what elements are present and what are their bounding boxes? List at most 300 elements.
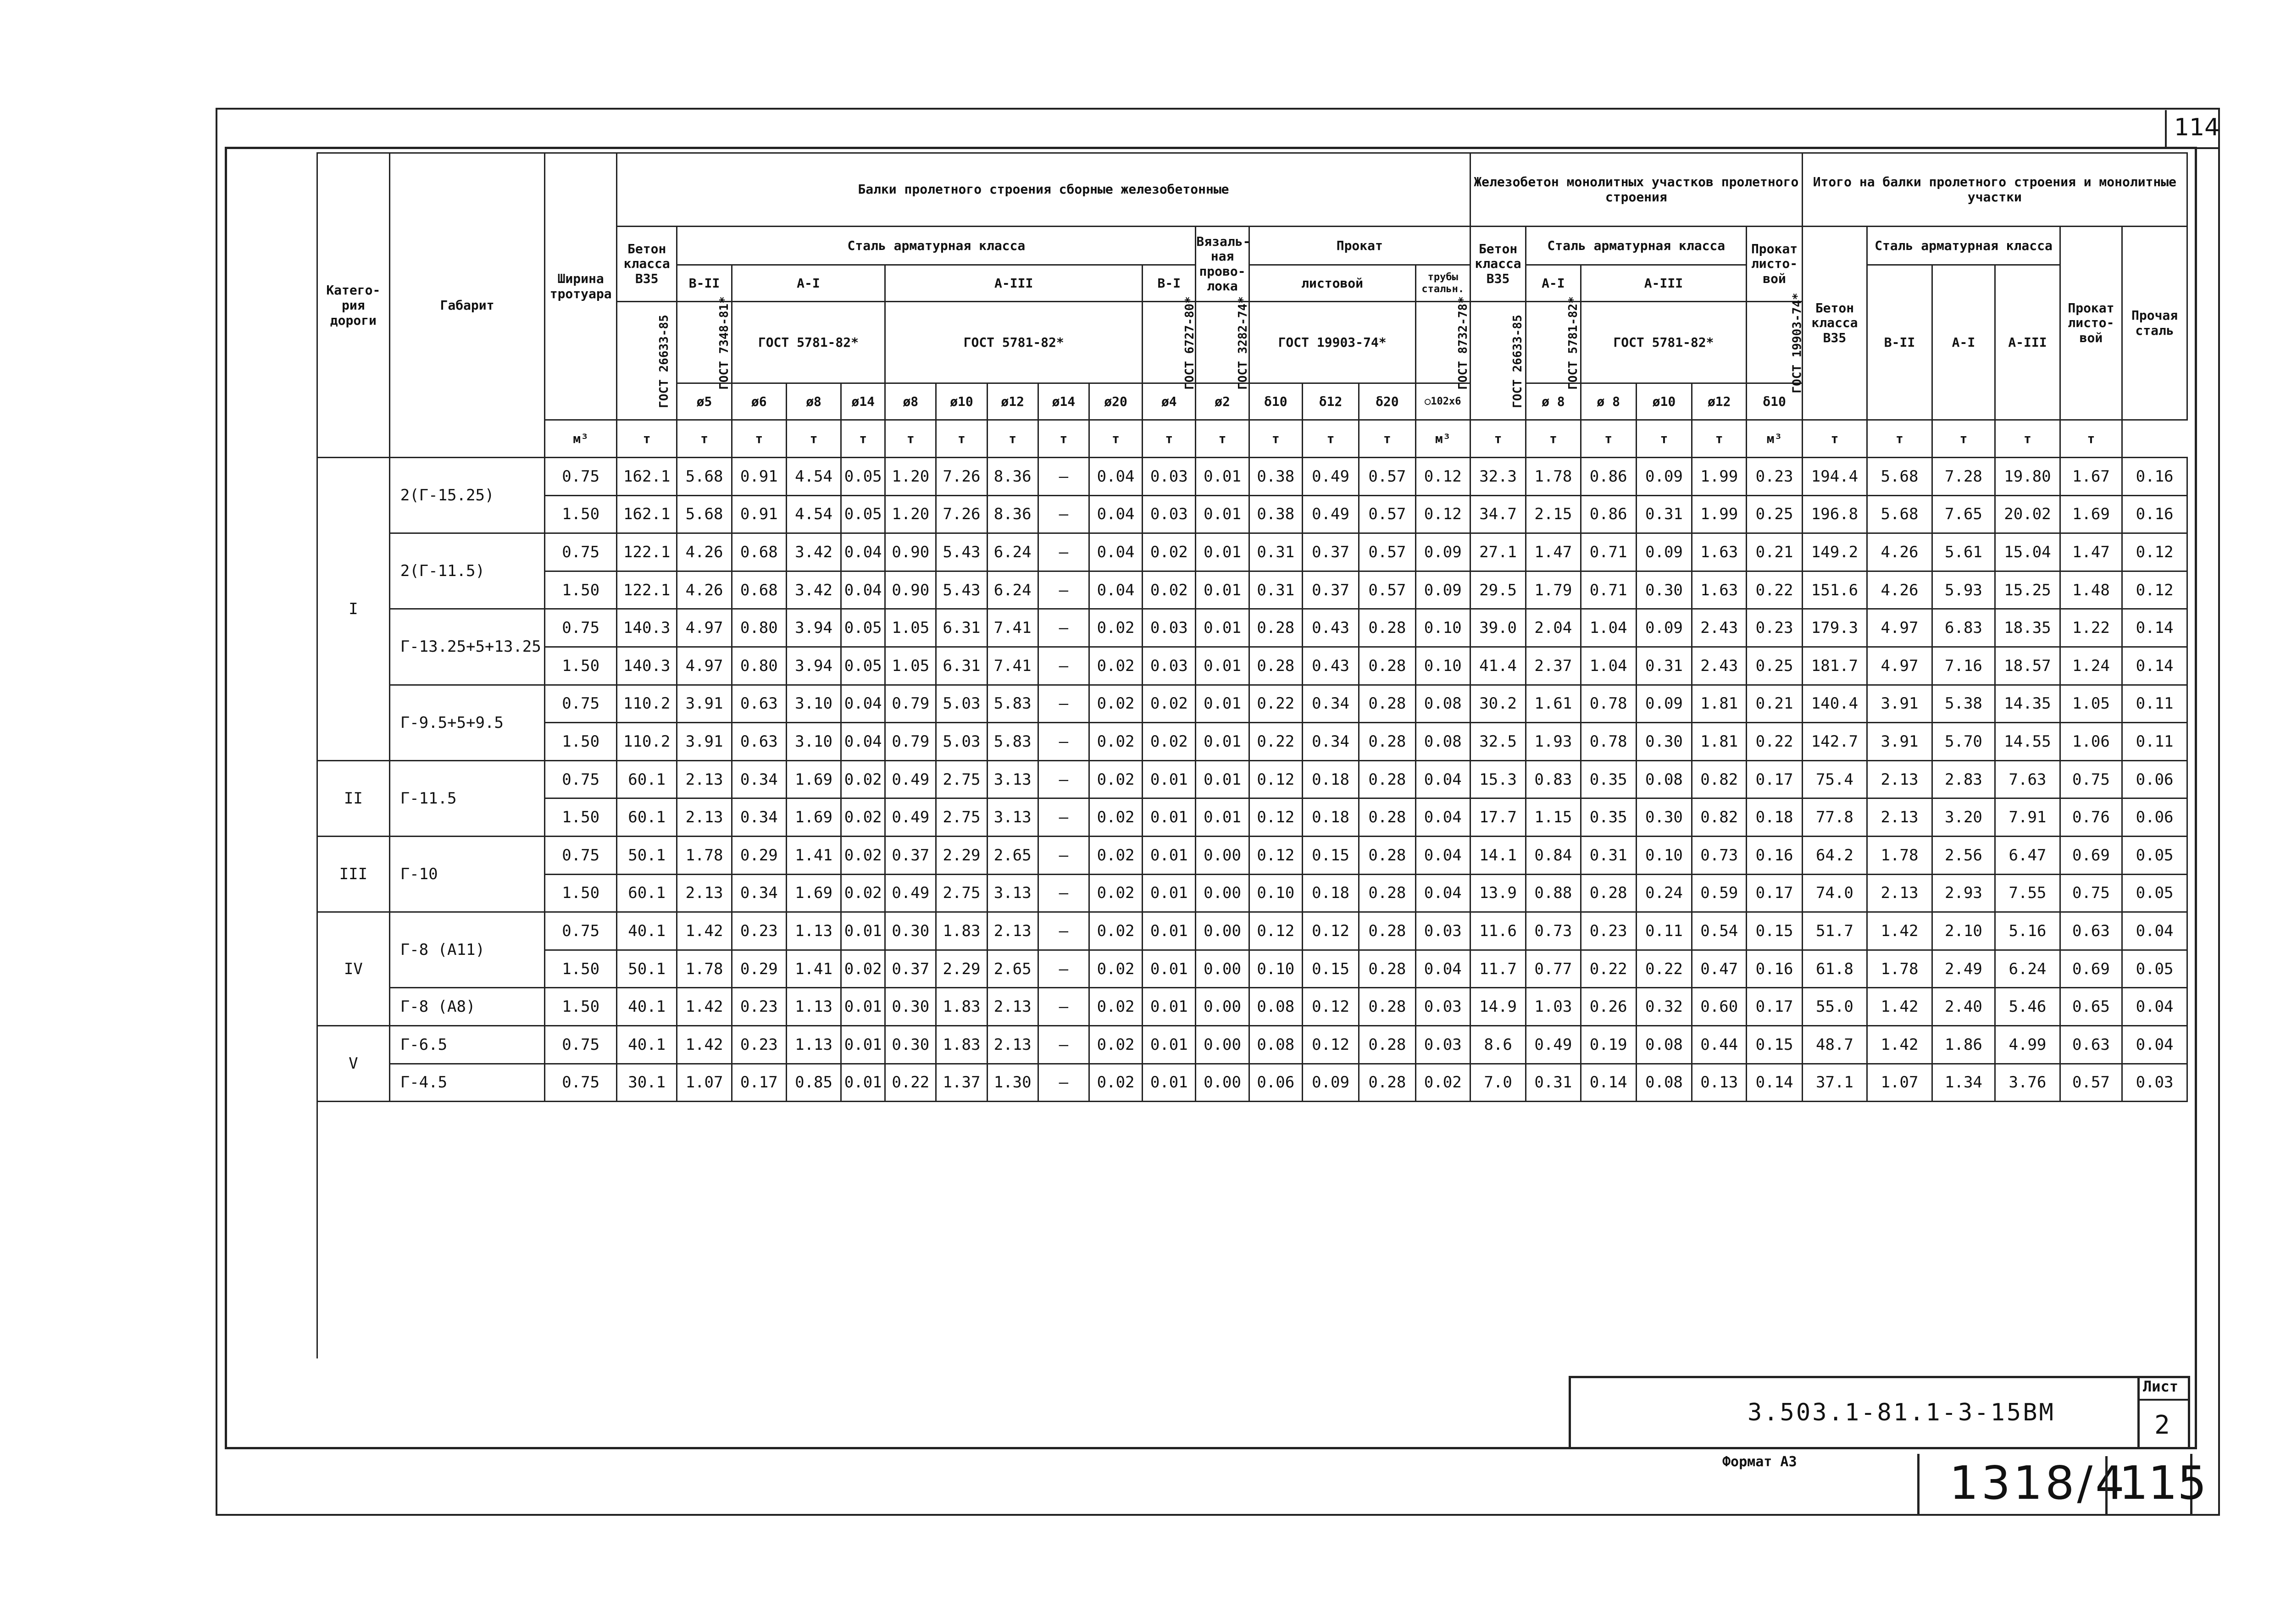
value-cell: 0.31	[1249, 533, 1302, 571]
sidewalk-cell: 0.75	[545, 1025, 617, 1064]
value-cell: 0.04	[1415, 760, 1470, 798]
value-cell: 0.79	[885, 723, 936, 761]
value-cell: 1.61	[1526, 685, 1581, 723]
unit-cell: т	[786, 420, 841, 458]
value-cell: 1.04	[1581, 609, 1636, 647]
value-cell: 0.82	[1692, 798, 1747, 837]
value-cell: 0.75	[2060, 760, 2122, 798]
value-cell: 0.57	[1359, 533, 1415, 571]
value-cell: 0.32	[1636, 988, 1692, 1026]
value-cell: 5.68	[677, 458, 732, 496]
value-cell: 6.24	[1995, 950, 2060, 988]
value-cell: 0.14	[2122, 609, 2187, 647]
value-cell: 4.26	[677, 571, 732, 609]
value-cell: 0.05	[841, 495, 885, 533]
value-cell: 0.01	[1143, 874, 1196, 912]
value-cell: 39.0	[1470, 609, 1526, 647]
value-cell: 5.68	[677, 495, 732, 533]
value-cell: 0.38	[1249, 495, 1302, 533]
header-gost-19903-2: ГОСТ 19903-74*	[1747, 302, 1802, 383]
header-gost-5781-a1: ГОСТ 5781-82*	[732, 302, 885, 383]
value-cell: 0.37	[1302, 571, 1359, 609]
value-cell: 1.79	[1526, 571, 1581, 609]
header-gost-5781-a3-2: ГОСТ 5781-82*	[1581, 302, 1747, 383]
value-cell: 1.78	[1526, 458, 1581, 496]
value-cell: 0.08	[1249, 1025, 1302, 1064]
value-cell: –	[1038, 458, 1089, 496]
value-cell: 0.02	[841, 950, 885, 988]
value-cell: 0.02	[1143, 723, 1196, 761]
unit-cell: т	[1802, 420, 1867, 458]
value-cell: 0.06	[2122, 760, 2187, 798]
unit-cell: т	[936, 420, 987, 458]
value-cell: 0.01	[1143, 1064, 1196, 1102]
value-cell: 0.22	[1249, 723, 1302, 761]
value-cell: 0.57	[2060, 1064, 2122, 1102]
value-cell: 6.83	[1932, 609, 1995, 647]
value-cell: 0.00	[1196, 836, 1249, 874]
value-cell: 40.1	[616, 1025, 677, 1064]
value-cell: 0.01	[1143, 912, 1196, 950]
diam-cell: ø10	[1636, 383, 1692, 420]
value-cell: 1.34	[1932, 1064, 1995, 1102]
unit-cell: т	[1636, 420, 1692, 458]
value-cell: 0.01	[1196, 495, 1249, 533]
value-cell: 0.80	[732, 647, 786, 685]
value-cell: 0.02	[1089, 760, 1142, 798]
value-cell: 41.4	[1470, 647, 1526, 685]
value-cell: 4.97	[1867, 647, 1932, 685]
value-cell: 0.01	[1196, 685, 1249, 723]
value-cell: 0.28	[1359, 912, 1415, 950]
value-cell: 0.30	[1636, 571, 1692, 609]
value-cell: 15.04	[1995, 533, 2060, 571]
value-cell: 0.24	[1636, 874, 1692, 912]
value-cell: 32.3	[1470, 458, 1526, 496]
value-cell: 5.70	[1932, 723, 1995, 761]
value-cell: 0.30	[885, 988, 936, 1026]
value-cell: 2.13	[677, 874, 732, 912]
value-cell: 0.28	[1359, 609, 1415, 647]
value-cell: 4.97	[677, 647, 732, 685]
value-cell: 0.10	[1249, 874, 1302, 912]
value-cell: 1.42	[1867, 1025, 1932, 1064]
value-cell: 2.43	[1692, 647, 1747, 685]
sidewalk-cell: 1.50	[545, 988, 617, 1026]
value-cell: 0.02	[1089, 723, 1142, 761]
value-cell: 0.29	[732, 836, 786, 874]
value-cell: 2.13	[677, 760, 732, 798]
header-gost-19903: ГОСТ 19903-74*	[1249, 302, 1415, 383]
unit-cell: т	[2060, 420, 2122, 458]
value-cell: 3.94	[786, 647, 841, 685]
unit-cell: т	[1249, 420, 1302, 458]
header-a3-3: А-III	[1995, 265, 2060, 420]
value-cell: 3.13	[987, 874, 1038, 912]
value-cell: 0.01	[841, 1025, 885, 1064]
value-cell: 4.54	[786, 495, 841, 533]
value-cell: 0.23	[1747, 609, 1802, 647]
header-b2-3: В-II	[1867, 265, 1932, 420]
value-cell: –	[1038, 571, 1089, 609]
value-cell: 0.31	[1636, 647, 1692, 685]
value-cell: 2.65	[987, 950, 1038, 988]
value-cell: 0.78	[1581, 723, 1636, 761]
value-cell: 0.02	[1089, 798, 1142, 837]
value-cell: 19.80	[1995, 458, 2060, 496]
value-cell: 1.78	[1867, 836, 1932, 874]
value-cell: 0.02	[1089, 1064, 1142, 1102]
diam-cell: ø4	[1143, 383, 1196, 420]
value-cell: 0.54	[1692, 912, 1747, 950]
value-cell: 14.1	[1470, 836, 1526, 874]
value-cell: 0.35	[1581, 760, 1636, 798]
value-cell: 0.37	[1302, 533, 1359, 571]
value-cell: 0.08	[1636, 1064, 1692, 1102]
value-cell: 0.86	[1581, 495, 1636, 533]
value-cell: 0.05	[841, 647, 885, 685]
value-cell: 0.04	[2122, 1025, 2187, 1064]
value-cell: 0.00	[1196, 1064, 1249, 1102]
value-cell: 0.04	[1089, 533, 1142, 571]
value-cell: 3.42	[786, 533, 841, 571]
value-cell: 0.90	[885, 533, 936, 571]
value-cell: 0.08	[1636, 1025, 1692, 1064]
value-cell: 0.04	[841, 723, 885, 761]
document-code: 3.503.1-81.1-3-15ВМ	[1748, 1399, 2055, 1426]
value-cell: 34.7	[1470, 495, 1526, 533]
value-cell: 7.65	[1932, 495, 1995, 533]
value-cell: 0.43	[1302, 609, 1359, 647]
value-cell: 0.34	[732, 798, 786, 837]
value-cell: 0.91	[732, 495, 786, 533]
header-group-precast: Балки пролетного строения сборные железобетонные	[616, 153, 1470, 227]
value-cell: 40.1	[616, 988, 677, 1026]
value-cell: 5.43	[936, 571, 987, 609]
sidewalk-cell: 1.50	[545, 950, 617, 988]
value-cell: –	[1038, 723, 1089, 761]
value-cell: 0.34	[732, 760, 786, 798]
value-cell: 0.02	[1089, 912, 1142, 950]
header-steel-class-3: Сталь арматурная класса	[1867, 227, 2060, 265]
value-cell: 1.83	[936, 988, 987, 1026]
value-cell: 0.17	[1747, 760, 1802, 798]
value-cell: 6.24	[987, 571, 1038, 609]
value-cell: 1.24	[2060, 647, 2122, 685]
value-cell: 162.1	[616, 495, 677, 533]
value-cell: –	[1038, 836, 1089, 874]
unit-cell: т	[677, 420, 732, 458]
value-cell: 0.01	[841, 988, 885, 1026]
value-cell: 4.54	[786, 458, 841, 496]
value-cell: 20.02	[1995, 495, 2060, 533]
header-gost-5781-2: ГОСТ 5781-82*	[1526, 302, 1581, 383]
value-cell: 196.8	[1802, 495, 1867, 533]
value-cell: 0.04	[2122, 912, 2187, 950]
value-cell: 0.75	[2060, 874, 2122, 912]
blank-cell	[317, 1102, 2187, 1358]
value-cell: 15.3	[1470, 760, 1526, 798]
value-cell: 0.08	[1415, 685, 1470, 723]
category-cell: IV	[317, 912, 390, 1026]
value-cell: 50.1	[616, 950, 677, 988]
value-cell: 0.09	[1636, 458, 1692, 496]
sidewalk-cell: 0.75	[545, 912, 617, 950]
unit-cell: т	[1143, 420, 1196, 458]
value-cell: 0.04	[1089, 571, 1142, 609]
value-cell: 110.2	[616, 685, 677, 723]
diam-cell: ○102х6	[1415, 383, 1470, 420]
table-row	[317, 458, 2187, 496]
value-cell: 0.28	[1359, 1025, 1415, 1064]
value-cell: 75.4	[1802, 760, 1867, 798]
value-cell: 0.01	[841, 912, 885, 950]
value-cell: 0.02	[1089, 988, 1142, 1026]
value-cell: 40.1	[616, 912, 677, 950]
value-cell: 7.26	[936, 458, 987, 496]
value-cell: 7.55	[1995, 874, 2060, 912]
value-cell: –	[1038, 912, 1089, 950]
unit-cell: м³	[1747, 420, 1802, 458]
value-cell: 0.76	[2060, 798, 2122, 837]
value-cell: 7.16	[1932, 647, 1995, 685]
value-cell: –	[1038, 760, 1089, 798]
gabarit-cell: Г-4.5	[389, 1064, 545, 1102]
value-cell: –	[1038, 647, 1089, 685]
value-cell: 4.26	[1867, 533, 1932, 571]
value-cell: 149.2	[1802, 533, 1867, 571]
value-cell: 0.23	[732, 988, 786, 1026]
value-cell: 1.78	[677, 836, 732, 874]
value-cell: 29.5	[1470, 571, 1526, 609]
value-cell: 3.10	[786, 723, 841, 761]
value-cell: 0.22	[1747, 723, 1802, 761]
value-cell: 0.91	[732, 458, 786, 496]
value-cell: 0.02	[1089, 685, 1142, 723]
value-cell: 0.02	[1143, 571, 1196, 609]
value-cell: 5.16	[1995, 912, 2060, 950]
value-cell: 0.60	[1692, 988, 1747, 1026]
header-steel-class-1: Сталь арматурная класса	[677, 227, 1196, 265]
value-cell: 4.26	[677, 533, 732, 571]
value-cell: 1.15	[1526, 798, 1581, 837]
value-cell: 0.12	[1302, 988, 1359, 1026]
value-cell: 2.83	[1932, 760, 1995, 798]
unit-cell: т	[1089, 420, 1142, 458]
value-cell: 0.30	[885, 912, 936, 950]
value-cell: –	[1038, 685, 1089, 723]
value-cell: 0.25	[1747, 647, 1802, 685]
gabarit-cell: Г-8 (А8)	[389, 988, 545, 1026]
value-cell: 1.41	[786, 836, 841, 874]
value-cell: 151.6	[1802, 571, 1867, 609]
diam-cell: δ10	[1747, 383, 1802, 420]
value-cell: 50.1	[616, 836, 677, 874]
header-sheet: листовой	[1249, 265, 1415, 302]
diam-cell: ø8	[786, 383, 841, 420]
value-cell: 1.78	[1867, 950, 1932, 988]
value-cell: 18.57	[1995, 647, 2060, 685]
value-cell: 7.41	[987, 609, 1038, 647]
value-cell: 0.02	[1089, 609, 1142, 647]
sidewalk-cell: 1.50	[545, 495, 617, 533]
value-cell: 0.06	[1249, 1064, 1302, 1102]
value-cell: 2.13	[1867, 798, 1932, 837]
value-cell: 0.73	[1692, 836, 1747, 874]
diam-cell: ø2	[1196, 383, 1249, 420]
value-cell: 3.10	[786, 685, 841, 723]
value-cell: 1.42	[677, 988, 732, 1026]
unit-cell: т	[987, 420, 1038, 458]
header-group-monolithic: Железобетон монолитных участков пролетного строения	[1470, 153, 1802, 227]
header-gost-7348: ГОСТ 7348-81*	[677, 302, 732, 383]
unit-cell: т	[841, 420, 885, 458]
value-cell: 0.22	[1249, 685, 1302, 723]
value-cell: 7.26	[936, 495, 987, 533]
value-cell: 0.03	[1415, 912, 1470, 950]
value-cell: 0.01	[1196, 723, 1249, 761]
value-cell: 0.14	[1581, 1064, 1636, 1102]
value-cell: 0.83	[1526, 760, 1581, 798]
specification-table	[316, 152, 2188, 1358]
unit-cell: т	[885, 420, 936, 458]
value-cell: 0.05	[2122, 874, 2187, 912]
value-cell: 0.23	[732, 1025, 786, 1064]
table-row	[317, 1025, 2187, 1064]
value-cell: 0.28	[1359, 836, 1415, 874]
value-cell: 5.68	[1867, 495, 1932, 533]
value-cell: 0.28	[1359, 1064, 1415, 1102]
value-cell: 0.30	[1636, 723, 1692, 761]
value-cell: 0.18	[1302, 760, 1359, 798]
value-cell: 1.03	[1526, 988, 1581, 1026]
value-cell: 1.13	[786, 912, 841, 950]
value-cell: 0.49	[1526, 1025, 1581, 1064]
value-cell: 0.68	[732, 533, 786, 571]
header-a1-3: А-I	[1932, 265, 1995, 420]
value-cell: 1.20	[885, 495, 936, 533]
header-beton-1: Бетон класса В35	[616, 227, 677, 302]
value-cell: 0.12	[1249, 760, 1302, 798]
value-cell: 142.7	[1802, 723, 1867, 761]
value-cell: 0.37	[885, 950, 936, 988]
value-cell: 3.13	[987, 760, 1038, 798]
value-cell: 11.6	[1470, 912, 1526, 950]
value-cell: 5.83	[987, 723, 1038, 761]
value-cell: 32.5	[1470, 723, 1526, 761]
value-cell: 2.40	[1932, 988, 1995, 1026]
table-row	[317, 798, 2187, 837]
value-cell: 1.22	[2060, 609, 2122, 647]
value-cell: 0.57	[1359, 458, 1415, 496]
value-cell: 0.16	[2122, 458, 2187, 496]
value-cell: 0.16	[2122, 495, 2187, 533]
value-cell: 0.16	[1747, 836, 1802, 874]
value-cell: 2.29	[936, 836, 987, 874]
header-sidewalk: Ширина тротуара	[545, 153, 617, 420]
value-cell: 1.69	[2060, 495, 2122, 533]
value-cell: 0.04	[841, 533, 885, 571]
value-cell: 0.04	[2122, 988, 2187, 1026]
value-cell: 0.02	[1089, 647, 1142, 685]
value-cell: 0.00	[1196, 874, 1249, 912]
sidewalk-cell: 0.75	[545, 533, 617, 571]
value-cell: 162.1	[616, 458, 677, 496]
value-cell: 18.35	[1995, 609, 2060, 647]
sidewalk-cell: 1.50	[545, 647, 617, 685]
value-cell: 4.97	[1867, 609, 1932, 647]
gabarit-cell: Г-13.25+5+13.25	[389, 609, 545, 685]
value-cell: 0.35	[1581, 798, 1636, 837]
value-cell: 0.03	[1143, 647, 1196, 685]
diam-cell: δ20	[1359, 383, 1415, 420]
value-cell: 6.31	[936, 647, 987, 685]
sidewalk-cell: 1.50	[545, 798, 617, 837]
table-row	[317, 836, 2187, 874]
value-cell: 0.01	[1196, 533, 1249, 571]
table-row	[317, 685, 2187, 723]
value-cell: 0.15	[1747, 912, 1802, 950]
value-cell: 0.11	[2122, 723, 2187, 761]
unit-cell: т	[1359, 420, 1415, 458]
value-cell: 1.69	[786, 798, 841, 837]
header-gost-5781-a3: ГОСТ 5781-82*	[885, 302, 1143, 383]
value-cell: 2.43	[1692, 609, 1747, 647]
value-cell: 1.69	[786, 760, 841, 798]
value-cell: 0.03	[1143, 495, 1196, 533]
value-cell: 0.09	[1636, 685, 1692, 723]
value-cell: 0.12	[1249, 836, 1302, 874]
header-b1: В-I	[1143, 265, 1196, 302]
unit-cell: т	[1526, 420, 1581, 458]
value-cell: 1.42	[677, 912, 732, 950]
value-cell: 3.91	[1867, 723, 1932, 761]
value-cell: 1.78	[677, 950, 732, 988]
unit-cell: т	[1302, 420, 1359, 458]
value-cell: 0.63	[2060, 1025, 2122, 1064]
value-cell: 1.13	[786, 1025, 841, 1064]
value-cell: 0.77	[1526, 950, 1581, 988]
value-cell: 140.3	[616, 609, 677, 647]
value-cell: –	[1038, 1025, 1089, 1064]
sidewalk-cell: 0.75	[545, 760, 617, 798]
value-cell: 0.11	[2122, 685, 2187, 723]
value-cell: 30.2	[1470, 685, 1526, 723]
diam-cell: ø5	[677, 383, 732, 420]
value-cell: 7.63	[1995, 760, 2060, 798]
value-cell: 0.78	[1581, 685, 1636, 723]
header-a1-2: А-I	[1526, 265, 1581, 302]
table-row	[317, 533, 2187, 571]
sidewalk-cell: 1.50	[545, 723, 617, 761]
table-row	[317, 874, 2187, 912]
value-cell: 0.03	[1143, 458, 1196, 496]
value-cell: 0.47	[1692, 950, 1747, 988]
value-cell: 55.0	[1802, 988, 1867, 1026]
value-cell: 1.41	[786, 950, 841, 988]
value-cell: 0.21	[1747, 685, 1802, 723]
value-cell: 2.29	[936, 950, 987, 988]
value-cell: 5.61	[1932, 533, 1995, 571]
value-cell: –	[1038, 1064, 1089, 1102]
category-cell: I	[317, 458, 390, 761]
value-cell: 0.17	[1747, 874, 1802, 912]
value-cell: 8.6	[1470, 1025, 1526, 1064]
value-cell: 0.14	[1747, 1064, 1802, 1102]
value-cell: 2.75	[936, 874, 987, 912]
value-cell: 27.1	[1470, 533, 1526, 571]
value-cell: 0.03	[1415, 988, 1470, 1026]
